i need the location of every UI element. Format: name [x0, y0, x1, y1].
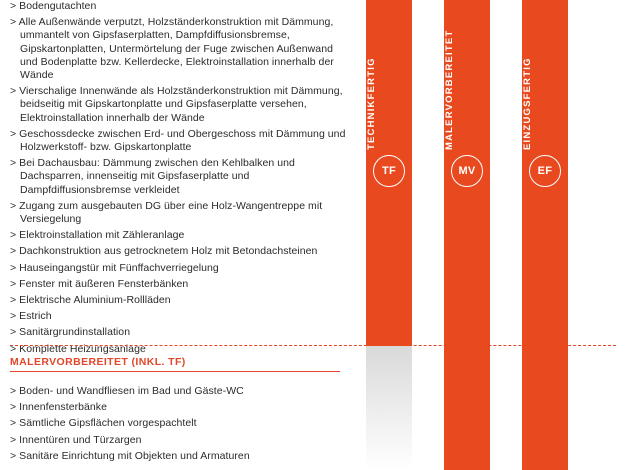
- list-item: > Alle Außenwände verputzt, Holzständerkonstruktion mit Dämmung, ummantelt von Gipsfaserplatten, Dampfdiffusionsbremse, Gipskartonplatten, Untermörtelung der Fuge zwischen Außenwand und Bodenplatte bzw. Kellerdecke, Elektroinstallation innerhalb der Wände: [10, 16, 334, 82]
- list-item: > Elektrische Aluminium-Rollläden: [10, 294, 171, 307]
- list-item: > Sämtliche Gipsflächen vorgespachtelt: [10, 417, 197, 430]
- list-item: > Zugang zum ausgebauten DG über eine Holz-Wangentreppe mit Versiegelung: [10, 199, 323, 226]
- list-item: > Boden- und Wandfliesen im Bad und Gäste-WC: [10, 385, 244, 397]
- list-item: > Fenster mit äußeren Fensterbänken: [10, 277, 189, 290]
- column-lower-band: [366, 346, 412, 470]
- list-item: > Geschossdecke zwischen Erd- und Obergeschoss mit Dämmung und Holzwerkstoff- bzw. Gipskartonplatte: [10, 127, 346, 154]
- list-item: > Komplette Heizungsanlage: [10, 342, 146, 355]
- list-item: > Sanitäre Einrichtung mit Objekten und Armaturen: [10, 449, 250, 462]
- column-technikfertig: [366, 0, 412, 470]
- list-item: > Innentüren und Türzargen: [10, 433, 142, 446]
- list-item: > Sanitärgrundinstallation: [10, 326, 131, 339]
- column-badge-tf: TF: [373, 155, 405, 187]
- list-item: > Dachkonstruktion aus getrocknetem Holz mit Betondachsteinen: [10, 245, 318, 258]
- column-malervorbereitet: [444, 0, 490, 470]
- column-einzugsfertig: [522, 0, 568, 470]
- list-item: > Hauseingangstür mit Fünffachverriegelung: [10, 261, 219, 274]
- section-malervorbereitet: [10, 356, 350, 466]
- list-item: > Elektroinstallation mit Zähleranlage: [10, 229, 185, 242]
- list-item: > Bodengutachten: [10, 0, 97, 12]
- list-item: > Vierschalige Innenwände als Holzständerkonstruktion mit Dämmung, beidseitig mit Gipskartonplatte und Gipsfaserplatte versehen, Elektroinstallation innerhalb der Wände: [10, 85, 343, 124]
- column-badge-ef: EF: [529, 155, 561, 187]
- column-label: TECHNIKFERTIG: [366, 57, 377, 150]
- list-item: > Estrich: [10, 310, 52, 323]
- section-title: MALERVORBEREITET (INKL. TF): [10, 356, 340, 372]
- column-label: EINZUGSFERTIG: [522, 57, 533, 150]
- feature-list-technikfertig: [10, 0, 350, 359]
- column-label: MALERVORBEREITET: [444, 29, 455, 150]
- column-badge-mv: MV: [451, 155, 483, 187]
- feature-list-malervorbereitet: [10, 385, 350, 463]
- list-item: > Bei Dachausbau: Dämmung zwischen den Kehlbalken und Dachsparren, innenseitig mit Gipsfaserplatte und Dampfdiffusionsbremse verkleidet: [10, 157, 295, 196]
- list-item: > Innenfensterbänke: [10, 401, 107, 414]
- column-lower-band: [444, 346, 490, 470]
- column-lower-band: [522, 346, 568, 470]
